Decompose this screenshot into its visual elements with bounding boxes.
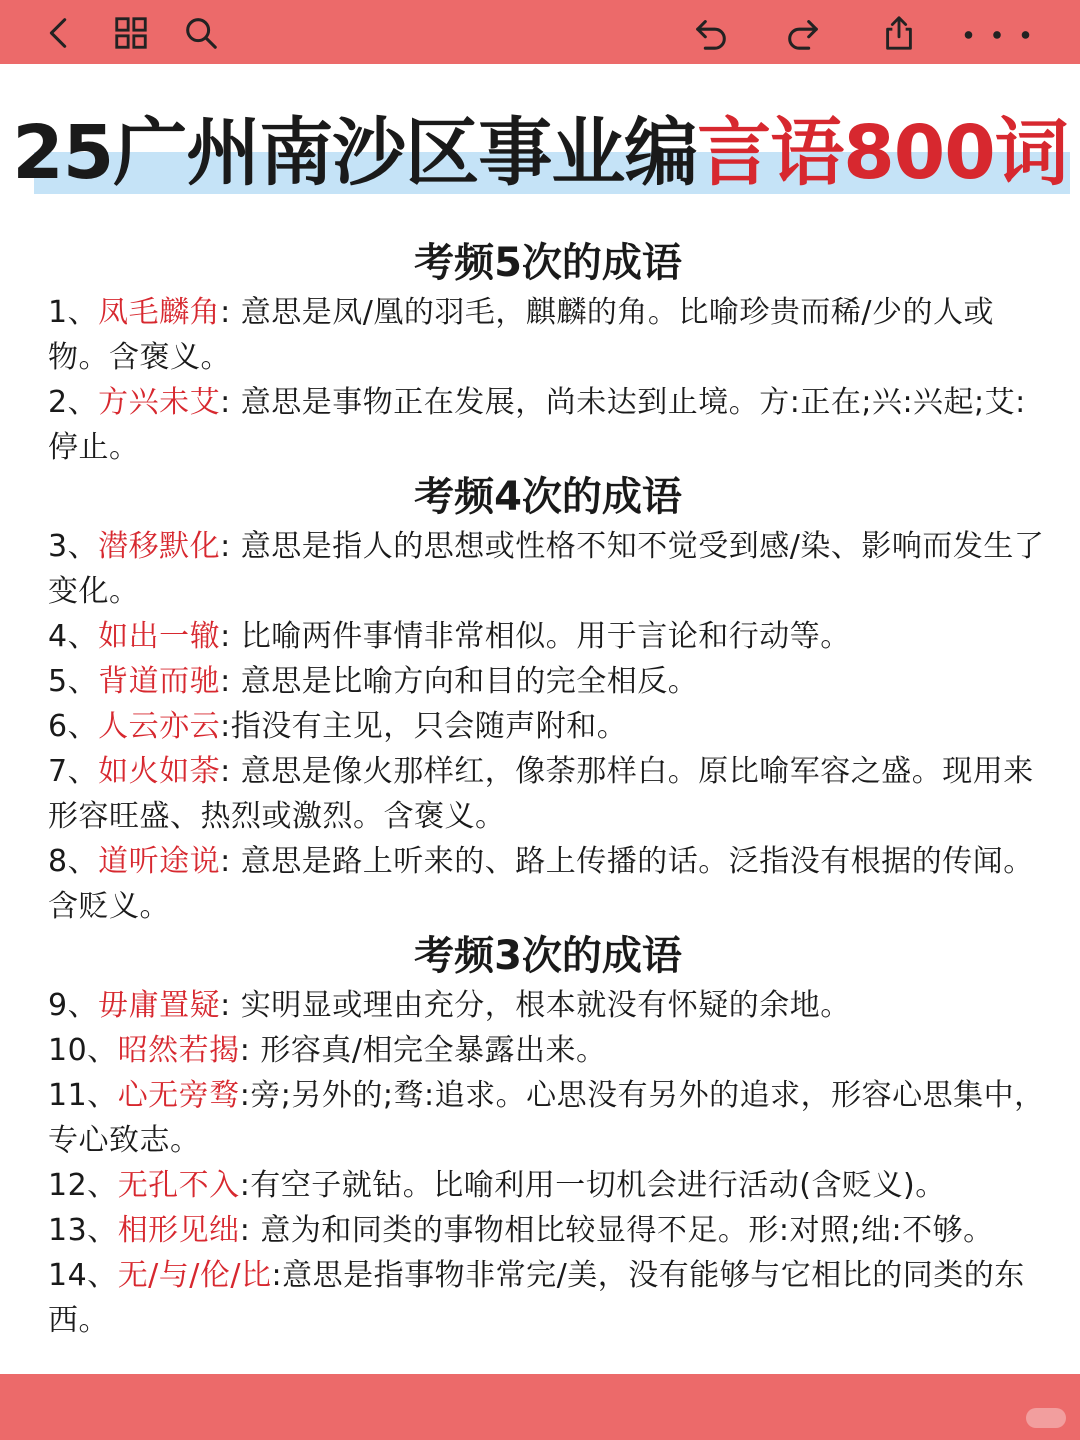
undo-button[interactable] <box>688 10 734 56</box>
idiom-definition: : 意思是事物正在发展，尚未达到止境。方:正在;兴:兴起;艾:停止。 <box>48 385 1026 465</box>
top-toolbar <box>0 0 1080 64</box>
idiom-term: 无孔不入 <box>117 1168 240 1203</box>
idiom-item <box>48 380 1048 470</box>
idiom-definition: : 意思是路上听来的、路上传播的话。泛指没有根据的传闻。含贬义。 <box>48 844 1034 924</box>
idiom-term: 道听途说 <box>98 844 221 879</box>
idiom-item <box>48 290 1048 380</box>
idiom-definition: : 意思是指人的思想或性格不知不觉受到感/染、影响而发生了变化。 <box>48 529 1045 609</box>
idiom-number: 1、 <box>48 295 99 330</box>
idiom-number: 9、 <box>48 988 99 1023</box>
idiom-definition: : 形容真/相完全暴露出来。 <box>239 1033 607 1068</box>
search-button[interactable] <box>178 10 224 56</box>
idiom-term: 方兴未艾 <box>98 385 221 420</box>
bottom-bar <box>0 1374 1080 1440</box>
title-part-red: 言语800词 <box>697 110 1068 196</box>
grid-icon <box>112 14 150 52</box>
idiom-list <box>48 236 1048 1343</box>
section-heading: 考频5次的成语 <box>414 240 682 286</box>
grid-button[interactable] <box>108 10 154 56</box>
idiom-term: 如火如荼 <box>98 754 221 789</box>
more-button[interactable] <box>954 10 1040 56</box>
idiom-item <box>48 524 1048 614</box>
idiom-number: 6、 <box>48 709 99 744</box>
idiom-number: 14、 <box>48 1258 118 1293</box>
idiom-term: 人云亦云 <box>98 709 221 744</box>
idiom-term: 心无旁骛 <box>117 1078 240 1113</box>
idiom-number: 8、 <box>48 844 99 879</box>
idiom-term: 潜移默化 <box>98 529 221 564</box>
idiom-term: 如出一辙 <box>98 619 221 654</box>
idiom-number: 3、 <box>48 529 99 564</box>
idiom-number: 13、 <box>48 1213 118 1248</box>
idiom-item <box>48 749 1048 839</box>
section-heading: 考频4次的成语 <box>414 474 682 520</box>
idiom-number: 5、 <box>48 664 99 699</box>
share-icon <box>880 14 918 52</box>
idiom-number: 10、 <box>48 1033 118 1068</box>
page-title <box>0 108 1080 198</box>
idiom-number: 2、 <box>48 385 99 420</box>
title-part-black: 25广州南沙区事业编 <box>12 110 698 196</box>
back-icon <box>40 14 78 52</box>
idiom-number: 11、 <box>48 1078 118 1113</box>
idiom-item <box>48 1163 1048 1208</box>
idiom-number: 12、 <box>48 1168 118 1203</box>
idiom-term: 无/与/伦/比 <box>117 1258 272 1293</box>
idiom-item <box>48 1073 1048 1163</box>
idiom-item <box>48 1028 1048 1073</box>
section-heading: 考频3次的成语 <box>414 933 682 979</box>
idiom-item <box>48 1253 1048 1343</box>
search-icon <box>182 14 220 52</box>
idiom-term: 背道而驰 <box>98 664 221 699</box>
redo-icon <box>784 14 822 52</box>
idiom-item <box>48 704 1048 749</box>
idiom-definition: :指没有主见，只会随声附和。 <box>220 709 628 744</box>
redo-button[interactable] <box>780 10 826 56</box>
idiom-item <box>48 659 1048 704</box>
idiom-definition: : 意思是凤/凰的羽毛，麒麟的角。比喻珍贵而稀/少的人或物。含褒义。 <box>48 295 994 375</box>
idiom-term: 昭然若揭 <box>117 1033 240 1068</box>
idiom-definition: : 意思是像火那样红，像荼那样白。原比喻军容之盛。现用来形容旺盛、热烈或激烈。含褒义。 <box>48 754 1034 834</box>
more-icon <box>959 14 1035 52</box>
idiom-definition: :旁;另外的;骛:追求。心思没有另外的追求，形容心思集中，专心致志。 <box>48 1078 1045 1158</box>
idiom-number: 7、 <box>48 754 99 789</box>
idiom-term: 相形见绌 <box>117 1213 240 1248</box>
idiom-item <box>48 839 1048 929</box>
idiom-definition: :意思是指事物非常完/美，没有能够与它相比的同类的东西。 <box>48 1258 1025 1338</box>
idiom-term: 凤毛麟角 <box>98 295 221 330</box>
idiom-definition: :有空子就钻。比喻利用一切机会进行活动(含贬义)。 <box>239 1168 946 1203</box>
idiom-definition: : 意思是比喻方向和目的完全相反。 <box>220 664 699 699</box>
undo-icon <box>692 14 730 52</box>
idiom-number: 4、 <box>48 619 99 654</box>
share-button[interactable] <box>876 10 922 56</box>
back-button[interactable] <box>36 10 82 56</box>
idiom-item <box>48 614 1048 659</box>
idiom-definition: : 比喻两件事情非常相似。用于言论和行动等。 <box>220 619 851 654</box>
idiom-item <box>48 1208 1048 1253</box>
watermark <box>1026 1408 1066 1428</box>
idiom-definition: : 意为和同类的事物相比较显得不足。形:对照;绌:不够。 <box>239 1213 994 1248</box>
idiom-definition: : 实明显或理由充分，根本就没有怀疑的余地。 <box>220 988 851 1023</box>
title-block <box>0 100 1080 210</box>
idiom-item <box>48 983 1048 1028</box>
idiom-term: 毋庸置疑 <box>98 988 221 1023</box>
